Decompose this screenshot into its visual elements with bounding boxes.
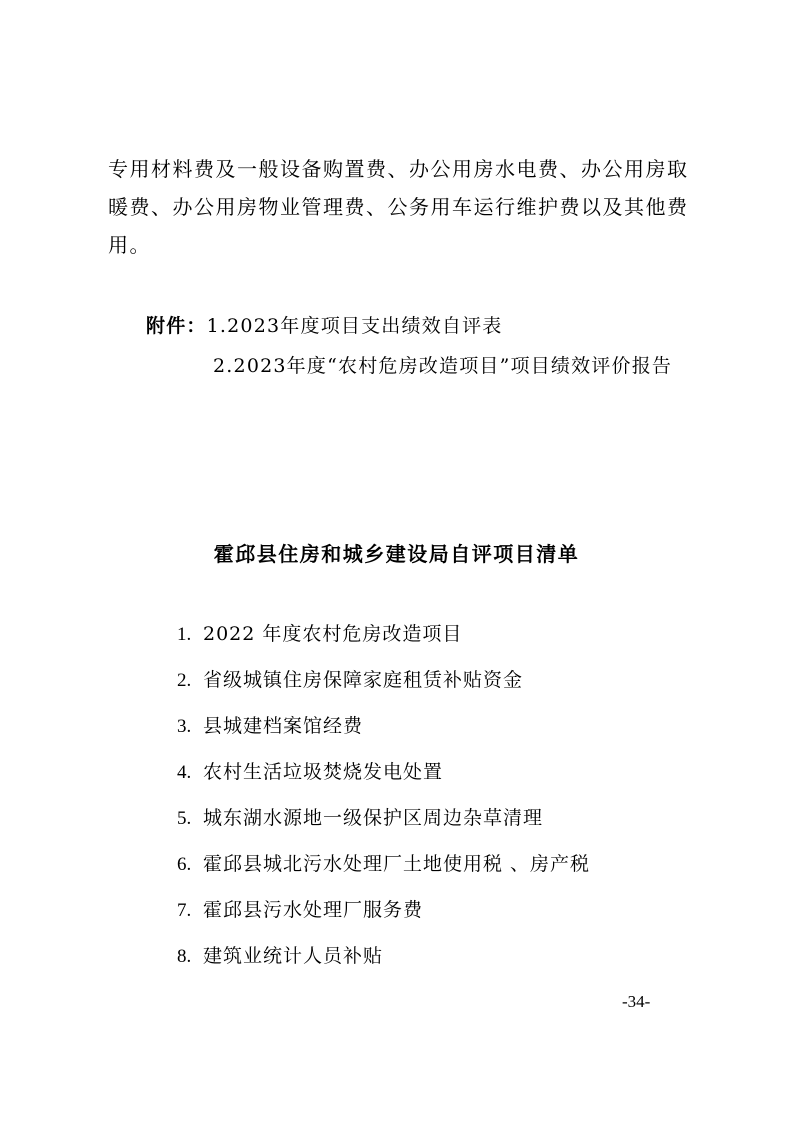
list-item xyxy=(177,896,590,942)
list-item-text: 农村生活垃圾焚烧发电处置 xyxy=(203,761,444,783)
list-item-text: 城东湖水源地一级保护区周边杂草清理 xyxy=(203,807,544,829)
list-item xyxy=(177,942,590,988)
list-item-number: 7. xyxy=(177,900,192,921)
list-item-number: 6. xyxy=(177,854,192,875)
attachment-label: 附件： xyxy=(146,315,207,337)
list-item xyxy=(177,712,590,758)
list-item xyxy=(177,666,590,712)
page-number: -34- xyxy=(622,992,651,1011)
list-item-number: 3. xyxy=(177,716,192,737)
attachment-item-1: 1.2023年度项目支出绩效自评表 xyxy=(206,315,503,337)
list-item-text: 省级城镇住房保障家庭租赁补贴资金 xyxy=(203,669,524,691)
list-item-text: 霍邱县城北污水处理厂土地使用税 、房产税 xyxy=(203,853,591,875)
list-item-number: 4. xyxy=(177,762,192,783)
list-title: 霍邱县住房和城乡建设局自评项目清单 xyxy=(213,542,580,566)
list-item-number: 1. xyxy=(177,624,192,645)
list-item xyxy=(177,804,590,850)
list-item-number: 8. xyxy=(177,946,192,967)
attachment-line-2 xyxy=(213,354,672,378)
list-item-number: 5. xyxy=(177,808,192,829)
project-list xyxy=(177,620,590,988)
attachment-item-2: 2.2023年度“农村危房改造项目”项目绩效评价报告 xyxy=(213,355,673,377)
list-item-text: 2022 年度农村危房改造项目 xyxy=(203,623,463,645)
attachment-line-1 xyxy=(146,314,503,338)
list-item xyxy=(177,850,590,896)
list-item-text: 县城建档案馆经费 xyxy=(203,715,364,737)
list-item xyxy=(177,620,590,666)
list-item xyxy=(177,758,590,804)
body-paragraph: 专用材料费及一般设备购置费、办公用房水电费、办公用房取暖费、办公用房物业管理费、公务用车运行维护费以及其他费用。 xyxy=(108,157,689,257)
list-item-text: 建筑业统计人员补贴 xyxy=(203,945,384,967)
list-item-number: 2. xyxy=(177,670,192,691)
list-item-text: 霍邱县污水处理厂服务费 xyxy=(203,899,424,921)
